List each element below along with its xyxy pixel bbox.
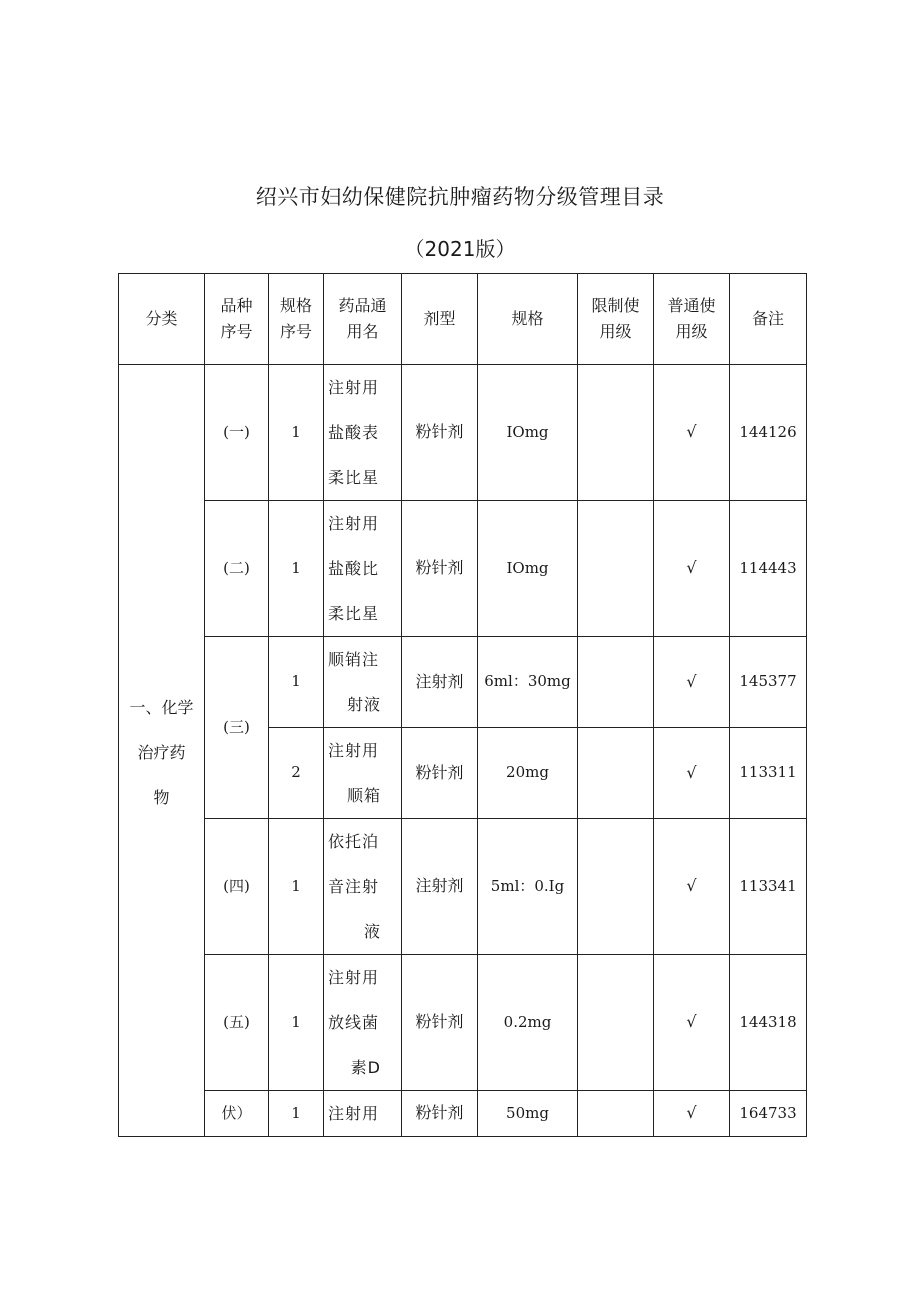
- normal-check-cell: √: [654, 955, 730, 1091]
- normal-check-cell: √: [654, 365, 730, 501]
- generic-name-line: 注射用: [328, 741, 380, 760]
- spec-no-cell: 1: [269, 365, 324, 501]
- variety-no-cell: 伏）: [205, 1091, 269, 1137]
- variety-no-cell: (五): [205, 955, 269, 1091]
- variety-no-cell: (三): [205, 637, 269, 819]
- spec-cell: 20mg: [478, 728, 578, 819]
- header-variety-no: [205, 274, 269, 365]
- header-spec-no-line2: 序号: [279, 322, 312, 341]
- header-spec: 规格: [478, 274, 578, 365]
- spec-cell: 0.2mg: [478, 955, 578, 1091]
- header-variety-no-line2: 序号: [220, 322, 253, 341]
- generic-name-line: 顺销注: [328, 650, 380, 669]
- generic-name-line: 柔比星: [328, 604, 380, 623]
- normal-check-cell: √: [654, 501, 730, 637]
- note-cell: 145377: [730, 637, 807, 728]
- category-cell: [119, 365, 205, 1137]
- generic-name-cell: [324, 728, 402, 819]
- restricted-cell: [578, 728, 654, 819]
- generic-name-line: 注射用: [328, 1104, 380, 1123]
- generic-name-line: 射液: [346, 695, 381, 714]
- dosage-form-cell: 粉针剂: [402, 501, 478, 637]
- generic-name-line: 放线菌: [328, 1013, 380, 1032]
- dosage-form-cell: 粉针剂: [402, 365, 478, 501]
- spec-cell: 6ml：30mg: [478, 637, 578, 728]
- generic-name-cell: [324, 1091, 402, 1137]
- header-generic-name: [324, 274, 402, 365]
- drug-catalog-table: [118, 273, 807, 1137]
- spec-cell: 50mg: [478, 1091, 578, 1137]
- note-cell: 164733: [730, 1091, 807, 1137]
- note-cell: 113311: [730, 728, 807, 819]
- category-line1: 一、化学: [129, 698, 194, 717]
- dosage-form-cell: 粉针剂: [402, 728, 478, 819]
- spec-no-cell: 1: [269, 501, 324, 637]
- spec-no-cell: 1: [269, 955, 324, 1091]
- normal-check-cell: √: [654, 728, 730, 819]
- generic-name-line: 盐酸表: [328, 423, 380, 442]
- note-cell: 144126: [730, 365, 807, 501]
- dosage-form-cell: 注射剂: [402, 819, 478, 955]
- document-subtitle: （2021版）: [404, 237, 516, 261]
- header-row: [119, 274, 807, 365]
- generic-name-line: 顺箱: [346, 786, 381, 805]
- generic-name-line: 注射用: [328, 514, 380, 533]
- header-restricted-line1: 限制使: [591, 296, 640, 316]
- spec-no-cell: 1: [269, 819, 324, 955]
- variety-no-cell: (二): [205, 501, 269, 637]
- spec-cell: IOmg: [478, 501, 578, 637]
- header-generic-name-line1: 药品通: [338, 296, 387, 316]
- table-row: [119, 637, 807, 728]
- header-normal-line2: 用级: [675, 322, 708, 341]
- restricted-cell: [578, 637, 654, 728]
- restricted-cell: [578, 1091, 654, 1137]
- category-line3: 物: [153, 788, 170, 807]
- generic-name-line: 依托泊: [328, 832, 380, 851]
- dosage-form-cell: 粉针剂: [402, 955, 478, 1091]
- generic-name-cell: [324, 955, 402, 1091]
- generic-name-cell: [324, 637, 402, 728]
- generic-name-line: 注射用: [328, 968, 380, 987]
- table-row: [119, 955, 807, 1091]
- dosage-form-cell: 注射剂: [402, 637, 478, 728]
- header-category: 分类: [119, 274, 205, 365]
- spec-no-cell: 2: [269, 728, 324, 819]
- restricted-cell: [578, 501, 654, 637]
- restricted-cell: [578, 955, 654, 1091]
- header-normal: [654, 274, 730, 365]
- dosage-form-cell: 粉针剂: [402, 1091, 478, 1137]
- header-normal-line1: 普通使: [667, 296, 716, 316]
- spec-no-cell: 1: [269, 637, 324, 728]
- table-row: [119, 365, 807, 501]
- header-variety-no-line1: 品种: [220, 296, 253, 316]
- table-row: [119, 501, 807, 637]
- normal-check-cell: √: [654, 819, 730, 955]
- header-generic-name-line2: 用名: [346, 322, 379, 341]
- variety-no-cell: (一): [205, 365, 269, 501]
- spec-cell: 5ml：0.Ig: [478, 819, 578, 955]
- normal-check-cell: √: [654, 637, 730, 728]
- generic-name-line: 柔比星: [328, 468, 380, 487]
- generic-name-line: 音注射: [328, 877, 380, 896]
- generic-name-cell: [324, 365, 402, 501]
- header-note: 备注: [730, 274, 807, 365]
- header-spec-no: [269, 274, 324, 365]
- category-line2: 治疗药: [137, 743, 186, 762]
- normal-check-cell: √: [654, 1091, 730, 1137]
- restricted-cell: [578, 819, 654, 955]
- document-title: 绍兴市妇幼保健院抗肿瘤药物分级管理目录: [255, 185, 665, 209]
- note-cell: 114443: [730, 501, 807, 637]
- table-row: [119, 1091, 807, 1137]
- header-dosage-form: 剂型: [402, 274, 478, 365]
- generic-name-cell: [324, 501, 402, 637]
- header-restricted-line2: 用级: [599, 322, 632, 341]
- generic-name-line: 盐酸比: [328, 559, 380, 578]
- variety-no-cell: (四): [205, 819, 269, 955]
- spec-cell: IOmg: [478, 365, 578, 501]
- header-spec-no-line1: 规格: [279, 296, 312, 316]
- generic-name-line: 液: [363, 922, 381, 941]
- note-cell: 144318: [730, 955, 807, 1091]
- spec-no-cell: 1: [269, 1091, 324, 1137]
- restricted-cell: [578, 365, 654, 501]
- generic-name-line: 注射用: [328, 378, 380, 397]
- generic-name-cell: [324, 819, 402, 955]
- note-cell: 113341: [730, 819, 807, 955]
- header-restricted: [578, 274, 654, 365]
- table-row: [119, 819, 807, 955]
- generic-name-line: 素D: [350, 1058, 381, 1077]
